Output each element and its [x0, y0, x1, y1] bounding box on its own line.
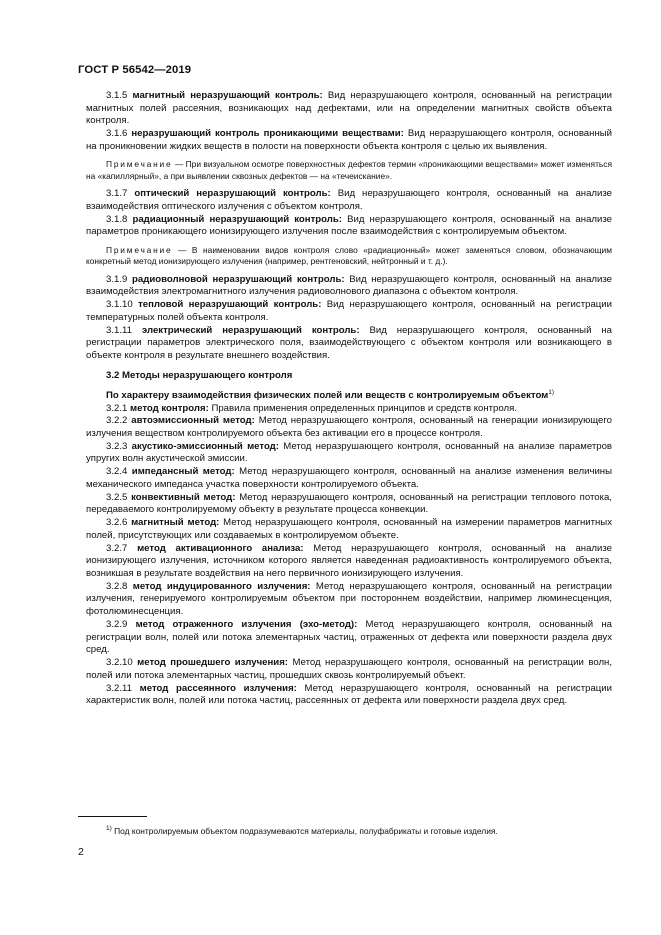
definitions-group: [86, 274, 612, 363]
entry-term: неразрушающий контроль проникающими веществами:: [131, 128, 404, 140]
entry-definition: Метод неразрушающего контроля, основанный на регистрации характеристик волн, полей или потока частиц, рассеянных от дефекта или поверхности раздела двух сред.: [86, 682, 613, 707]
entry-number: 3.2.1: [106, 402, 128, 414]
entry-number: 3.2.10: [106, 657, 133, 669]
footnote-mark: 1): [106, 825, 112, 833]
definitions-group: [86, 90, 612, 153]
note-text: — В наименовании видов контроля слово «радиационный» может заменяться словом, обозначающим конкретный метод ионизирующего излучения (например, рентгеновский, нейтронный и т. д.).: [86, 244, 612, 267]
footnote-separator: [78, 816, 147, 817]
entry-definition: Метод неразрушающего контроля, основанный на регистрации теплового потока, передаваемого контролируемому объекту в результате процесса конвекции.: [86, 491, 612, 516]
entry-term: оптический неразрушающий контроль:: [134, 188, 331, 200]
note-label: Примечание: [106, 159, 173, 170]
footnote-reference: 1): [548, 388, 555, 396]
entry-definition: Вид неразрушающего контроля, основанный на проникновении жидких веществ в полости на поверхности объекта контроля с целью их выявления.: [86, 128, 612, 152]
entry-number: 3.2.5: [106, 491, 128, 503]
entry-number: 3.2.3: [106, 440, 128, 452]
entry-term: автоэмиссионный метод:: [131, 415, 255, 427]
entry-definition: Метод неразрушающего контроля, основанный на анализе ионизирующего излучения, источником которого является наведенная радиоактивность контролируемого объекта, возникшая в результате воздействия на него первичного ионизирующего излучения.: [86, 542, 613, 579]
page-number: 2: [78, 846, 84, 858]
entry-definition: Метод неразрушающего контроля, основанный на регистрации волн, полей или потока элементарных частиц, прошедших сквозь контролируемый объект.: [86, 657, 613, 681]
entry-number: 3.2.6: [106, 517, 128, 529]
entry-number: 3.2.7: [106, 542, 128, 554]
entry-number: 3.2.8: [106, 580, 128, 592]
entry-term: магнитный неразрушающий контроль:: [132, 90, 323, 101]
definition-entry: [86, 657, 612, 682]
intro-paragraph: [86, 390, 612, 403]
entry-definition: Вид неразрушающего контроля, основанный на регистрации параметров электрического поля, взаимодействующего с объектом контроля или возникающего в объекте контроля в результате внешнего воздействия.: [86, 324, 613, 361]
definition-entry: [86, 492, 612, 517]
definition-entry: [86, 214, 612, 239]
entry-number: 3.1.5: [106, 90, 128, 101]
entry-definition: Метод неразрушающего контроля, основанный на измерении параметров магнитных полей, присутствующих или создаваемых в контролируемом объекте.: [86, 517, 612, 541]
entry-number: 3.2.11: [106, 682, 132, 694]
intro-text: По характеру взаимодействия физических полей или веществ с контролируемым объектом: [106, 389, 549, 401]
definitions-group: [86, 403, 612, 708]
definitions-group: [86, 188, 612, 239]
definition-entry: [86, 466, 612, 491]
definition-entry: [86, 415, 612, 440]
entry-term: метод активационного анализа:: [137, 542, 304, 554]
definition-entry: [86, 128, 612, 153]
entry-number: 3.1.8: [106, 213, 128, 225]
definition-entry: [86, 299, 612, 324]
entry-term: электрический неразрушающий контроль:: [141, 324, 360, 336]
note-paragraph: [86, 159, 612, 182]
definition-entry: [86, 683, 612, 708]
entry-definition: Метод неразрушающего контроля, основанный на регистрации излучения, генерируемого контролируемым объектом при постороннем воздействии, например люминесценция, фотолюминесценция.: [86, 580, 612, 618]
entry-number: 3.1.11: [106, 324, 132, 336]
entry-number: 3.2.4: [106, 466, 128, 478]
entry-term: метод контроля:: [130, 402, 209, 414]
entry-term: конвективный метод:: [131, 491, 236, 503]
entry-term: метод индуцированного излучения:: [132, 580, 311, 592]
definition-entry: [86, 517, 612, 542]
footnote-text: Под контролируемым объектом подразумеваются материалы, полуфабрикаты и готовые изделия.: [111, 826, 498, 836]
entry-term: метод отраженного излучения (эхо-метод):: [135, 618, 358, 630]
definition-entry: [86, 403, 612, 416]
entry-number: 3.1.6: [106, 128, 128, 140]
section-heading: 3.2 Методы неразрушающего контроля: [106, 370, 293, 382]
entry-definition: Метод неразрушающего контроля, основанный на регистрации волн, полей или потока элементарных частиц, отраженных от дефекта или поверхности раздела двух сред.: [86, 618, 612, 656]
entry-term: радиационный неразрушающий контроль:: [132, 213, 342, 225]
footnote: [86, 826, 612, 837]
definition-entry: [86, 274, 612, 299]
entry-definition: Вид неразрушающего контроля, основанный на анализе параметров проникающего ионизирующего излучения после взаимодействия с контролируемым объектом.: [86, 213, 612, 238]
entry-definition: Метод неразрушающего контроля, основанный на анализе параметров упругих волн акустической эмиссии.: [86, 440, 613, 465]
note-text: — При визуальном осмотре поверхностных дефектов термин «проникающими веществами» может изменяться на «капиллярный», а при выявлении сквозных дефектов — на «течеискание».: [86, 159, 612, 181]
document-body: [86, 90, 612, 708]
note-label: Примечание: [106, 244, 173, 255]
entry-definition: Вид неразрушающего контроля, основанный на анализе взаимодействия оптического излучения с объектом контроля.: [86, 188, 613, 212]
entry-term: тепловой неразрушающий контроль:: [138, 299, 322, 311]
entry-term: метод прошедшего излучения:: [137, 657, 288, 669]
entry-number: 3.1.9: [106, 273, 128, 285]
entry-number: 3.1.7: [106, 188, 128, 200]
entry-number: 3.2.2: [106, 415, 128, 427]
standard-designation: ГОСТ Р 56542—2019: [78, 64, 192, 76]
definition-entry: [86, 543, 612, 581]
entry-definition: Правила применения определенных принципов и средств контроля.: [208, 402, 517, 414]
definition-entry: [86, 619, 612, 657]
entry-definition: Вид неразрушающего контроля, основанный на анализе взаимодействия электромагнитного излучения радиоволнового диапазона с объектом контроля.: [86, 273, 612, 298]
entry-number: 3.1.10: [106, 299, 133, 311]
definition-entry: [86, 188, 612, 213]
definition-entry: [86, 325, 612, 363]
definition-entry: [86, 90, 612, 128]
entry-definition: Вид неразрушающего контроля, основанный на регистрации температурных полей объекта контроля.: [86, 299, 612, 323]
entry-number: 3.2.9: [106, 618, 128, 630]
entry-definition: Вид неразрушающего контроля, основанный на регистрации магнитных полей рассеяния, возникающих над дефектами, или на определении магнитных свойств объекта контроля.: [86, 90, 613, 127]
entry-term: магнитный метод:: [131, 517, 220, 529]
entry-term: импедансный метод:: [131, 466, 235, 478]
entry-term: акустико-эмиссионный метод:: [131, 440, 279, 452]
definition-entry: [86, 441, 612, 466]
entry-definition: Метод неразрушающего контроля, основанный на анализе изменения величины механического импеданса участка поверхности контролируемого объекта.: [86, 466, 612, 490]
entry-definition: Метод неразрушающего контроля, основанный на генерации ионизирующего излучения веществом контролируемого объекта без активации его в процессе контроля.: [86, 415, 613, 439]
entry-term: метод рассеянного излучения:: [139, 682, 297, 694]
entry-term: радиоволновой неразрушающий контроль:: [132, 273, 345, 285]
definition-entry: [86, 581, 612, 619]
note-paragraph: [86, 245, 612, 268]
